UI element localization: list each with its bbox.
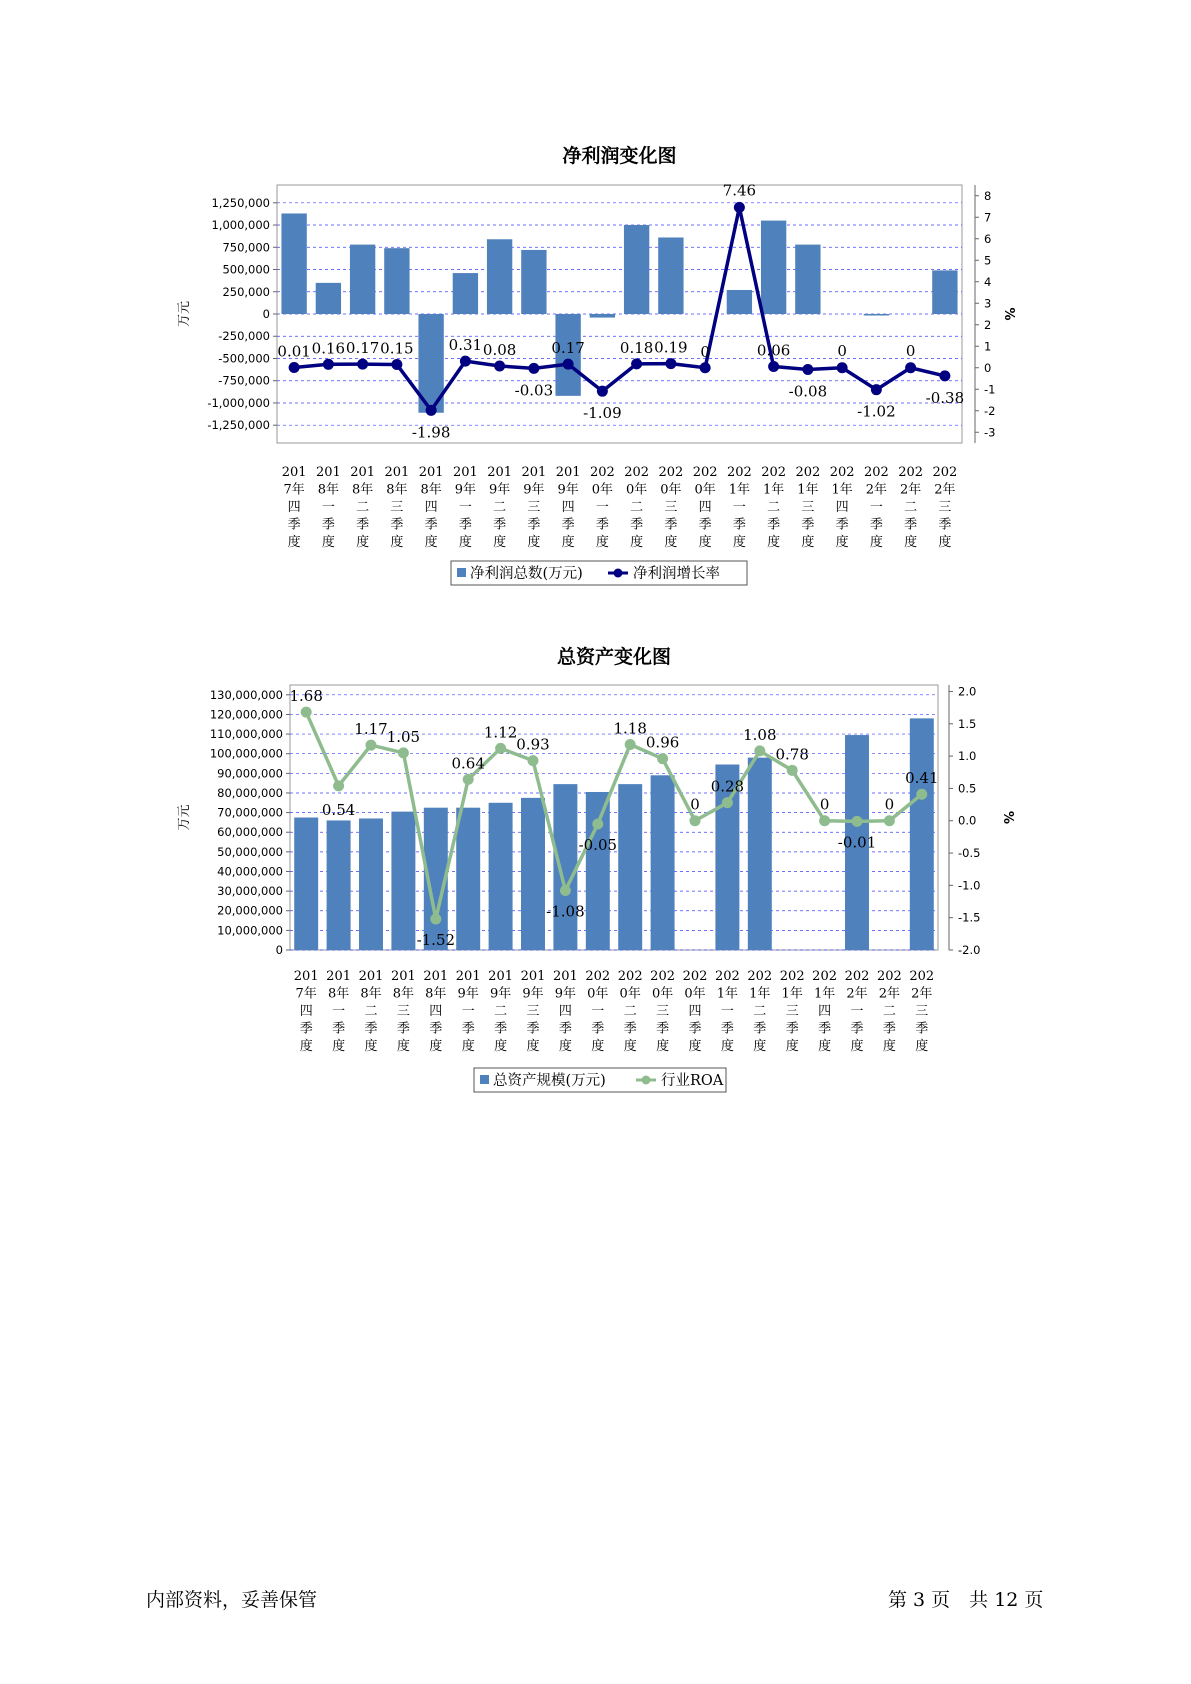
line-point bbox=[916, 789, 927, 800]
category-label: 202 1年二季度 bbox=[761, 465, 787, 550]
chart-title: 总资产变化图 bbox=[556, 646, 672, 668]
data-label: 0.54 bbox=[321, 800, 356, 819]
total-assets-chart bbox=[0, 625, 1191, 1095]
category-label: 201 8年三季度 bbox=[384, 465, 410, 550]
line-point bbox=[802, 364, 813, 375]
left-axis-tick-label: 120,000,000 bbox=[209, 707, 283, 722]
data-label: -1.98 bbox=[411, 423, 451, 442]
category-label: 201 8年一季度 bbox=[326, 969, 352, 1054]
data-label: 0.16 bbox=[311, 339, 346, 358]
left-axis-tick-label: 250,000 bbox=[222, 284, 270, 299]
data-label: -1.08 bbox=[546, 902, 585, 921]
data-label: 0.15 bbox=[380, 339, 414, 358]
line-point bbox=[391, 359, 402, 370]
data-label: 0.17 bbox=[345, 339, 380, 358]
bar bbox=[932, 270, 957, 314]
line-point bbox=[939, 370, 950, 381]
category-label: 201 9年一季度 bbox=[455, 969, 481, 1054]
bar bbox=[487, 239, 512, 314]
data-label: -1.02 bbox=[857, 402, 896, 421]
left-axis-title: 万元 bbox=[177, 300, 192, 328]
bar bbox=[624, 225, 649, 314]
category-label: 201 9年四季度 bbox=[555, 465, 581, 550]
line-point bbox=[700, 362, 711, 373]
right-axis-tick-label: -1.0 bbox=[958, 878, 981, 893]
bar bbox=[350, 245, 375, 314]
line-point bbox=[528, 363, 539, 374]
left-axis-tick-label: 90,000,000 bbox=[217, 766, 283, 781]
data-label: 0 bbox=[884, 795, 895, 814]
footer-page-number: 第 3 页 共 12 页 bbox=[888, 1589, 1044, 1611]
right-axis-tick-label: 0 bbox=[984, 360, 992, 375]
left-axis-title: 万元 bbox=[177, 804, 192, 831]
left-axis-tick-label: 60,000,000 bbox=[217, 825, 283, 840]
left-axis-tick-label: 130,000,000 bbox=[209, 687, 283, 702]
data-label: 1.12 bbox=[483, 723, 518, 742]
category-label: 201 7年四季度 bbox=[293, 969, 319, 1054]
data-label: 0.18 bbox=[619, 338, 654, 357]
right-axis-tick-label: 0.0 bbox=[958, 813, 977, 828]
data-label: 0 bbox=[690, 795, 700, 814]
data-label: 0.01 bbox=[277, 342, 311, 361]
bar bbox=[489, 803, 513, 950]
left-axis-tick-label: 20,000,000 bbox=[217, 903, 283, 918]
bar bbox=[586, 792, 610, 950]
line-point bbox=[301, 707, 312, 718]
category-label: 201 9年二季度 bbox=[487, 465, 513, 550]
category-label: 202 0年一季度 bbox=[589, 465, 615, 550]
left-axis-tick-label: -750,000 bbox=[218, 373, 270, 388]
data-label: -0.01 bbox=[837, 833, 877, 852]
right-axis-tick-label: -3 bbox=[984, 425, 996, 440]
line-point bbox=[426, 405, 437, 416]
legend-bar-swatch bbox=[457, 568, 466, 577]
category-label: 202 2年一季度 bbox=[863, 465, 889, 550]
data-label: 0.96 bbox=[645, 733, 680, 752]
legend-line-marker bbox=[614, 569, 623, 578]
left-axis-tick-label: 0 bbox=[262, 307, 270, 321]
bar bbox=[456, 808, 480, 950]
data-label: 0.31 bbox=[448, 336, 483, 355]
line-point bbox=[366, 740, 377, 751]
category-label: 202 2年二季度 bbox=[876, 969, 902, 1054]
chart-title: 净利润变化图 bbox=[562, 145, 677, 167]
footer-confidential-note: 内部资料，妥善保管 bbox=[146, 1589, 318, 1611]
right-axis-tick-label: 1.0 bbox=[958, 749, 977, 764]
bar bbox=[281, 213, 306, 314]
data-label: 1.17 bbox=[354, 720, 388, 739]
left-axis-tick-label: 50,000,000 bbox=[217, 844, 283, 859]
bar bbox=[727, 290, 752, 314]
line-point bbox=[852, 816, 863, 827]
data-label: 0.78 bbox=[775, 745, 809, 764]
data-label: 0.17 bbox=[551, 339, 585, 358]
line-point bbox=[657, 753, 668, 764]
line-point bbox=[528, 755, 539, 766]
data-label: -0.38 bbox=[925, 388, 965, 407]
data-label: 1.05 bbox=[386, 727, 421, 746]
line-point bbox=[787, 765, 798, 776]
bar bbox=[316, 283, 341, 314]
legend-line-label: 行业ROA bbox=[661, 1073, 724, 1089]
left-axis-tick-label: 40,000,000 bbox=[217, 864, 283, 879]
category-label: 201 8年四季度 bbox=[418, 465, 444, 550]
data-label: -1.52 bbox=[416, 930, 456, 949]
left-axis-tick-label: 80,000,000 bbox=[217, 785, 283, 800]
category-label: 201 9年三季度 bbox=[520, 969, 546, 1054]
category-label: 202 0年三季度 bbox=[650, 969, 676, 1054]
category-label: 202 2年三季度 bbox=[909, 969, 935, 1054]
data-label: 0.08 bbox=[482, 341, 517, 360]
line-point bbox=[754, 745, 765, 756]
data-label: 1.68 bbox=[289, 687, 323, 706]
bar bbox=[761, 221, 786, 314]
data-label: 0 bbox=[700, 342, 710, 361]
line-point bbox=[722, 797, 733, 808]
line-point bbox=[665, 358, 676, 369]
category-label: 202 0年二季度 bbox=[617, 969, 643, 1054]
right-axis-tick-label: 2.0 bbox=[958, 684, 977, 699]
category-label: 202 1年四季度 bbox=[829, 465, 855, 550]
data-label: -0.03 bbox=[514, 381, 554, 400]
right-axis-tick-label: 1 bbox=[984, 339, 992, 354]
data-label: 0 bbox=[819, 795, 830, 814]
line-point bbox=[625, 739, 636, 750]
bar bbox=[658, 237, 683, 314]
bar bbox=[748, 758, 772, 950]
category-label: 202 1年四季度 bbox=[812, 969, 838, 1054]
left-axis-tick-label: 1,250,000 bbox=[211, 195, 270, 210]
line-point bbox=[597, 386, 608, 397]
data-label: -0.08 bbox=[788, 382, 828, 401]
legend-bar-label: 总资产规模(万元) bbox=[493, 1073, 606, 1089]
right-axis-tick-label: -2 bbox=[984, 403, 996, 418]
left-axis-tick-label: 110,000,000 bbox=[209, 727, 283, 742]
right-axis-tick-label: 7 bbox=[984, 210, 992, 225]
category-label: 202 0年一季度 bbox=[585, 969, 611, 1054]
category-label: 201 8年一季度 bbox=[315, 465, 341, 550]
data-label: 0.93 bbox=[516, 735, 550, 754]
left-axis-tick-label: 750,000 bbox=[222, 240, 270, 255]
line-point bbox=[884, 815, 895, 826]
category-label: 201 7年四季度 bbox=[281, 465, 307, 550]
data-label: 0.06 bbox=[756, 341, 791, 360]
bar bbox=[521, 250, 546, 314]
left-axis-tick-label: 0 bbox=[275, 943, 283, 957]
category-label: 201 9年四季度 bbox=[552, 969, 578, 1054]
left-axis-tick-label: 500,000 bbox=[222, 262, 270, 277]
bar bbox=[453, 273, 478, 314]
bar bbox=[553, 784, 577, 950]
bar bbox=[521, 798, 545, 950]
data-label: 7.46 bbox=[722, 181, 757, 200]
line-point bbox=[398, 747, 409, 758]
data-label: 0.19 bbox=[654, 338, 688, 357]
category-label: 202 1年一季度 bbox=[726, 465, 752, 550]
data-label: -0.05 bbox=[578, 835, 618, 854]
line-point bbox=[560, 885, 571, 896]
line-point bbox=[837, 362, 848, 373]
right-axis-title: % bbox=[1000, 810, 1015, 825]
line-point bbox=[357, 359, 368, 370]
right-axis-tick-label: -0.5 bbox=[958, 846, 981, 861]
category-label: 202 2年一季度 bbox=[844, 969, 870, 1054]
bar bbox=[327, 820, 351, 950]
right-axis-tick-label: 3 bbox=[984, 296, 992, 311]
category-label: 201 8年二季度 bbox=[358, 969, 384, 1054]
category-label: 201 8年三季度 bbox=[390, 969, 416, 1054]
right-axis-tick-label: -1 bbox=[984, 382, 996, 397]
bar bbox=[618, 784, 642, 950]
line-point bbox=[495, 743, 506, 754]
line-point bbox=[592, 818, 603, 829]
line-point bbox=[289, 362, 300, 373]
data-label: 0 bbox=[837, 341, 847, 360]
line-point bbox=[563, 359, 574, 370]
right-axis-tick-label: 5 bbox=[984, 253, 992, 268]
right-axis-tick-label: 2 bbox=[984, 317, 992, 332]
line-point bbox=[690, 815, 701, 826]
net-profit-chart bbox=[0, 130, 1191, 590]
right-axis-tick-label: 4 bbox=[984, 274, 992, 289]
bar bbox=[294, 818, 318, 951]
right-axis-tick-label: 6 bbox=[984, 231, 992, 246]
left-axis-tick-label: 70,000,000 bbox=[217, 805, 283, 820]
line-point bbox=[463, 774, 474, 785]
category-label: 202 0年三季度 bbox=[658, 465, 684, 550]
bar bbox=[864, 314, 889, 316]
category-label: 201 9年二季度 bbox=[488, 969, 514, 1054]
line-point bbox=[494, 361, 505, 372]
line-point bbox=[460, 356, 471, 367]
category-label: 202 0年四季度 bbox=[682, 969, 708, 1054]
data-label: 0 bbox=[905, 341, 916, 360]
data-label: -1.09 bbox=[583, 404, 622, 423]
left-axis-tick-label: 30,000,000 bbox=[217, 884, 283, 899]
right-axis-tick-label: 1.5 bbox=[958, 716, 977, 731]
category-label: 201 9年三季度 bbox=[521, 465, 547, 550]
category-label: 202 1年三季度 bbox=[779, 969, 805, 1054]
category-label: 202 1年三季度 bbox=[795, 465, 821, 550]
left-axis-tick-label: -1,250,000 bbox=[207, 418, 270, 433]
line-point bbox=[905, 362, 916, 373]
category-label: 202 2年二季度 bbox=[898, 465, 924, 550]
left-axis-tick-label: -1,000,000 bbox=[207, 395, 270, 410]
legend-bar-label: 净利润总数(万元) bbox=[470, 566, 583, 582]
line-point bbox=[631, 358, 642, 369]
legend-line-label: 净利润增长率 bbox=[633, 566, 720, 582]
data-label: 0.28 bbox=[710, 777, 745, 796]
line-point bbox=[323, 359, 334, 370]
left-axis-tick-label: -500,000 bbox=[218, 351, 270, 366]
data-label: 0.41 bbox=[905, 769, 939, 788]
data-label: 1.08 bbox=[743, 725, 777, 744]
line-point bbox=[819, 815, 830, 826]
bar bbox=[910, 718, 934, 950]
legend-bar-swatch bbox=[480, 1075, 489, 1084]
line-point bbox=[871, 384, 882, 395]
legend-line-marker bbox=[642, 1076, 651, 1085]
bar bbox=[590, 314, 615, 318]
right-axis-tick-label: 0.5 bbox=[958, 781, 977, 796]
category-label: 201 9年一季度 bbox=[452, 465, 478, 550]
bar bbox=[651, 775, 675, 950]
line-point bbox=[768, 361, 779, 372]
right-axis-tick-label: 8 bbox=[984, 188, 992, 203]
category-label: 201 8年二季度 bbox=[350, 465, 376, 550]
line-point bbox=[734, 202, 745, 213]
right-axis-title: % bbox=[1001, 307, 1016, 321]
right-axis-tick-label: -2.0 bbox=[958, 943, 981, 957]
line-point bbox=[333, 780, 344, 791]
category-label: 202 0年四季度 bbox=[692, 465, 718, 550]
left-axis-tick-label: 10,000,000 bbox=[217, 923, 283, 938]
left-axis-tick-label: 100,000,000 bbox=[209, 746, 283, 761]
category-label: 202 2年三季度 bbox=[932, 465, 958, 550]
data-label: 1.18 bbox=[613, 719, 647, 738]
category-label: 202 1年一季度 bbox=[714, 969, 740, 1054]
line-point bbox=[430, 913, 441, 924]
right-axis-tick-label: -1.5 bbox=[958, 910, 981, 925]
data-label: 0.64 bbox=[451, 754, 485, 773]
bar bbox=[359, 818, 383, 950]
category-label: 202 0年二季度 bbox=[624, 465, 650, 550]
left-axis-tick-label: -250,000 bbox=[218, 329, 270, 344]
left-axis-tick-label: 1,000,000 bbox=[211, 218, 270, 233]
category-label: 202 1年二季度 bbox=[747, 969, 773, 1054]
category-label: 201 8年四季度 bbox=[423, 969, 449, 1054]
bar bbox=[795, 245, 820, 314]
bar bbox=[391, 812, 415, 950]
bar bbox=[384, 248, 409, 314]
